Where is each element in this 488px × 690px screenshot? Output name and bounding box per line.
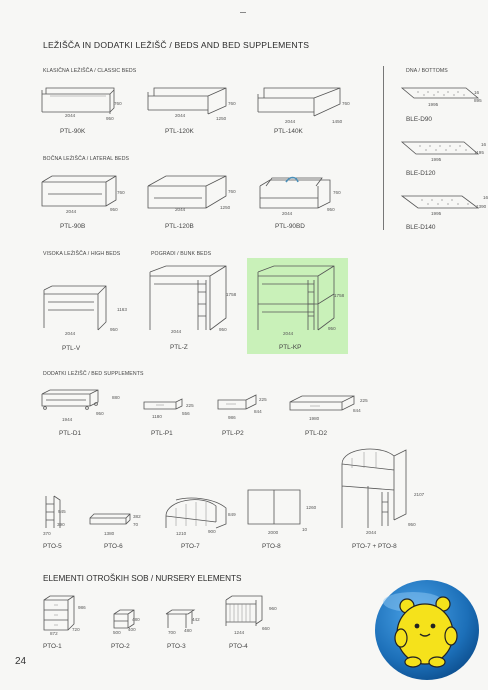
dim-width: 1180 [152,414,162,419]
product-code: PTL-120K [165,128,194,135]
dim-depth: 844 [353,408,361,413]
product-code: PTO-2 [111,643,130,650]
dim-depth: 950 [110,207,118,212]
section-nursery-elements: ELEMENTI OTROŠKIH SOB / NURSERY ELEMENTS [43,574,242,583]
dim-height: 760 [342,101,350,106]
dim-depth: 70 [133,522,139,527]
product-code: PTL-90K [60,128,86,135]
dim-height: 760 [228,189,236,194]
product-code: PTL-90B [60,223,86,230]
product-code: PTO-7 + PTO-8 [352,543,397,550]
dim-depth: 950 [219,327,227,332]
product-code: PTL-D2 [305,430,328,437]
dim-width: 370 [43,531,51,536]
dim-width: 2044 [65,331,76,336]
dim-height: 16 [481,142,487,147]
dim-depth: 400 [128,627,136,632]
dim-height: 945 [58,509,66,514]
dim-depth: 390 [57,522,65,527]
product-code: PTL-P2 [222,430,244,437]
page-title: LEŽIŠČA IN DODATKI LEŽIŠČ / BEDS AND BED SUPPLEMENTS [43,40,310,50]
dim-width: 2044 [285,119,296,124]
dim-width: 2000 [268,530,279,535]
product-code: BLE-D140 [406,224,436,231]
section-classic-beds: KLASIČNA LEŽIŠČA / CLASSIC BEDS [43,68,137,74]
dim-depth: 1250 [220,205,231,210]
dim-depth: 1390 [476,204,487,209]
dim-width: 986 [228,415,236,420]
dim-height: 1163 [117,307,127,312]
dim-width: 2044 [283,331,294,336]
supplement-pto-7-8-drawing [336,446,416,530]
dim-depth: 950 [106,116,114,121]
dim-depth: 720 [72,627,80,632]
dim-depth: 900 [208,529,216,534]
product-code: PTL-P1 [151,430,173,437]
dim-depth: 950 [328,326,336,331]
product-code: PTO-4 [229,643,248,650]
dim-width: 2044 [282,211,293,216]
dim-depth: 950 [327,207,335,212]
dim-width: 700 [168,630,176,635]
bed-ptl-90k-drawing [40,82,140,126]
dim-height: 16 [474,90,480,95]
product-code: BLE-D90 [406,116,432,123]
dim-depth: 10 [302,527,308,532]
product-code: BLE-D120 [406,170,436,177]
dim-width: 1995 [431,211,442,216]
product-code: PTO-1 [43,643,62,650]
supplement-pto-8-drawing [244,486,304,528]
dim-width: 2044 [171,329,182,334]
product-code: PTL-V [62,345,81,352]
dim-depth: 1195 [474,150,484,155]
column-divider [383,66,384,230]
dim-height: 2107 [414,492,425,497]
dim-height: 225 [259,397,267,402]
dim-height: 760 [114,101,122,106]
dim-depth: 950 [96,411,104,416]
mascot-badge-icon [371,576,481,684]
supplement-ptl-p1-drawing [142,398,186,414]
dim-depth: 895 [474,98,482,103]
dim-height: 986 [78,605,86,610]
top-mark [240,12,246,13]
supplement-ptl-d1-drawing [40,386,120,414]
bed-ptl-120b-drawing [146,172,246,216]
dim-height: 382 [133,514,141,519]
dim-width: 2044 [366,530,377,535]
supplement-ptl-d2-drawing [288,394,362,414]
product-code: PTL-D1 [59,430,82,437]
dim-height: 225 [186,403,194,408]
dim-height: 442 [192,617,200,622]
bed-ptl-kp-drawing [254,264,354,336]
dim-height: 960 [269,606,277,611]
page-number: 24 [15,656,27,667]
dim-depth: 556 [182,411,190,416]
dim-height: 760 [117,190,125,195]
dim-width: 2044 [66,209,77,214]
dim-height: 849 [228,512,236,517]
section-bunk-beds: POGRADI / BUNK BEDS [151,251,212,257]
bed-ptl-90b-drawing [40,172,140,216]
bed-ptl-90bd-drawing [256,172,356,216]
dim-width: 500 [113,630,121,635]
dim-width: 872 [50,631,58,636]
dim-height: 225 [360,398,368,403]
product-code: PTL-KP [279,344,302,351]
product-code: PTL-Z [170,344,188,351]
supplement-pto-6-drawing [88,512,138,528]
product-code: PTL-140K [274,128,303,135]
bed-ptl-v-drawing [40,280,120,334]
dim-height: 480 [132,617,140,622]
dim-width: 1380 [104,531,115,536]
dim-depth: 844 [254,409,262,414]
dim-height: 760 [228,101,236,106]
dim-depth: 480 [184,628,192,633]
product-code: PTO-8 [262,543,281,550]
dim-depth: 950 [408,522,416,527]
dim-width: 2044 [175,113,186,118]
dim-width: 1995 [428,102,439,107]
section-high-beds: VISOKA LEŽIŠČA / HIGH BEDS [43,251,121,257]
dim-height: 880 [112,395,120,400]
bottom-ble-d90-drawing [398,84,484,106]
dim-width: 1980 [309,416,320,421]
dim-height: 1758 [226,292,237,297]
section-lateral-beds: BOČNA LEŽIŠČA / LATERAL BEDS [43,156,130,162]
dim-height: 16 [483,195,488,200]
dim-depth: 950 [110,327,118,332]
dim-width: 1995 [431,157,442,162]
dim-height: 1260 [306,505,317,510]
dim-depth: 1450 [332,119,343,124]
dim-depth: 660 [262,626,270,631]
nursery-pto-4-drawing [222,594,268,628]
dim-height: 760 [333,190,341,195]
dim-width: 2044 [65,113,76,118]
product-code: PTO-7 [181,543,200,550]
dim-width: 1244 [234,630,245,635]
dim-width: 1210 [176,531,187,536]
product-code: PTO-6 [104,543,123,550]
dim-width: 1944 [62,417,73,422]
product-code: PTL-120B [165,223,194,230]
dim-depth: 1250 [216,116,227,121]
bed-ptl-z-drawing [146,262,246,334]
dim-width: 2044 [175,207,186,212]
section-bottoms: DNA / BOTTOMS [406,68,448,74]
product-code: PTO-5 [43,543,62,550]
section-bed-supplements: DODATKI LEŽIŠČ / BED SUPPLEMENTS [43,371,144,377]
product-code: PTO-3 [167,643,186,650]
dim-height: 1758 [334,293,345,298]
product-code: PTL-90BD [275,223,305,230]
